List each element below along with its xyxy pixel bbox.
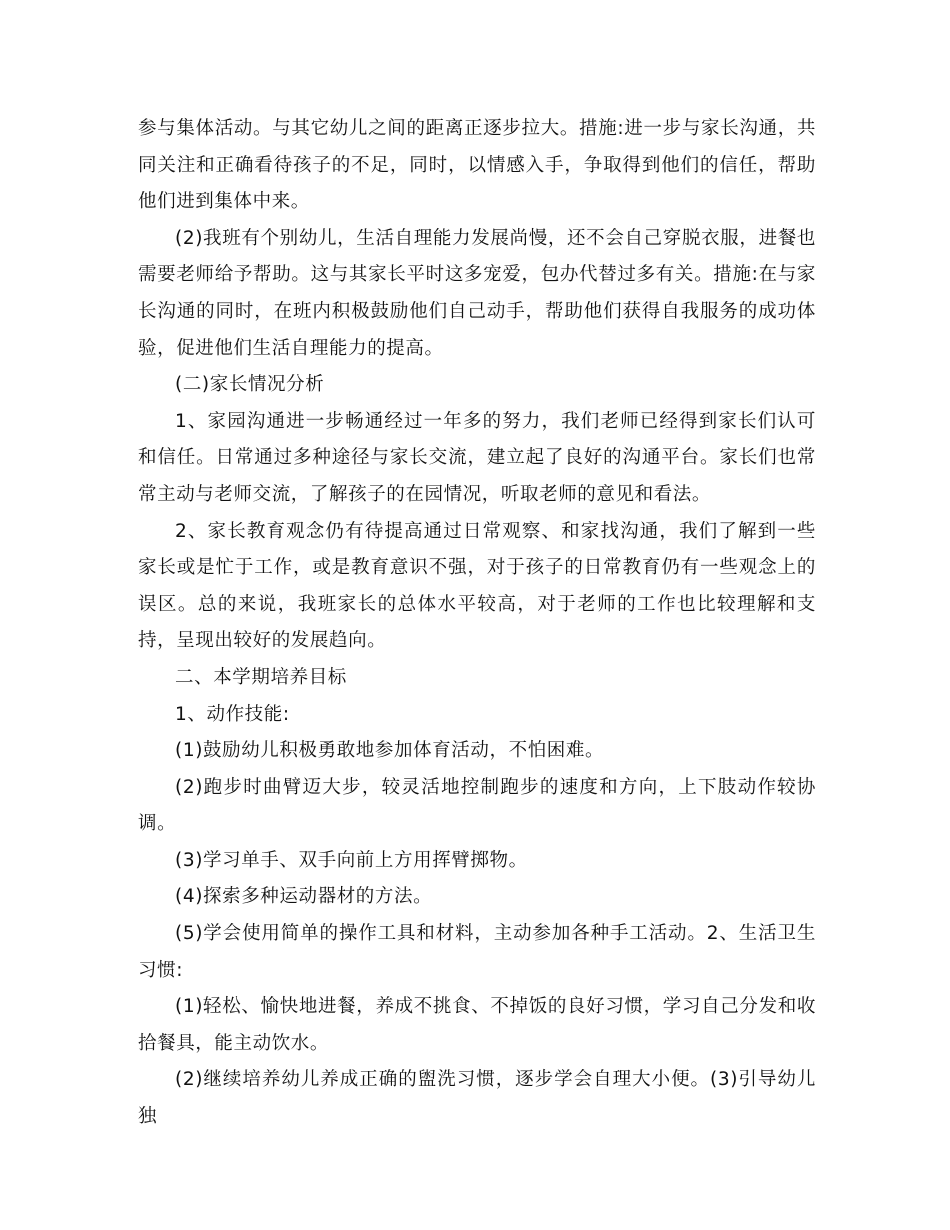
list-item-motor-5: (5)学会使用简单的操作工具和材料，主动参加各种手工活动。2、生活卫生习惯: <box>138 923 816 981</box>
list-item-hygiene-1: (1)轻松、愉快地进餐，养成不挑食、不掉饭的良好习惯，学习自己分发和收拾餐具，能主动饮水。 <box>138 996 816 1054</box>
list-item-motor-2: (2)跑步时曲臂迈大步，较灵活地控制跑步的速度和方向，上下肢动作较协调。 <box>138 776 816 835</box>
document-body <box>138 111 816 1136</box>
paragraph-parent-education: 2、家长教育观念仍有待提高通过日常观察、和家找沟通，我们了解到一些家长或是忙于工作，或是教育意识不强，对于孩子的日常教育仍有一些观念上的误区。总的来说，我班家长的总体水平较高，对于老师的工作也比较理解和支持，呈现出较好的发展趋向。 <box>138 520 816 652</box>
list-item-motor-3: (3)学习单手、双手向前上方用挥臂掷物。 <box>175 849 528 871</box>
section-heading-semester-goals: 二、本学期培养目标 <box>175 666 347 688</box>
paragraph-parent-communication: 1、家园沟通进一步畅通经过一年多的努力，我们老师已经得到家长们认可和信任。日常通过多种途径与家长交流，建立起了良好的沟通平台。家长们也常常主动与老师交流，了解孩子的在园情况，听取老师的意见和看法。 <box>138 410 816 505</box>
paragraph-item-2: (2)我班有个别幼儿，生活自理能力发展尚慢，还不会自己穿脱衣服，进餐也需要老师给予帮助。这与其家长平时这多宠爱，包办代替过多有关。措施:在与家长沟通的同时，在班内积极鼓励他们自己动手，帮助他们获得自我服务的成功体验，促进他们生活自理能力的提高。 <box>138 227 816 359</box>
list-item-hygiene-2: (2)继续培养幼儿养成正确的盥洗习惯，逐步学会自理大小便。(3)引导幼儿独 <box>138 1069 816 1128</box>
paragraph-continuation: 参与集体活动。与其它幼儿之间的距离正逐步拉大。措施:进一步与家长沟通，共同关注和正确看待孩子的不足，同时，以情感入手，争取得到他们的信任，帮助他们进到集体中来。 <box>138 118 816 213</box>
list-item-motor-1: (1)鼓励幼儿积极勇敢地参加体育活动，不怕困难。 <box>175 740 605 762</box>
section-heading-parent-analysis: (二)家长情况分析 <box>175 374 325 396</box>
subheading-motor-skills: 1、动作技能: <box>175 703 290 725</box>
list-item-motor-4: (4)探索多种运动器材的方法。 <box>175 886 433 908</box>
